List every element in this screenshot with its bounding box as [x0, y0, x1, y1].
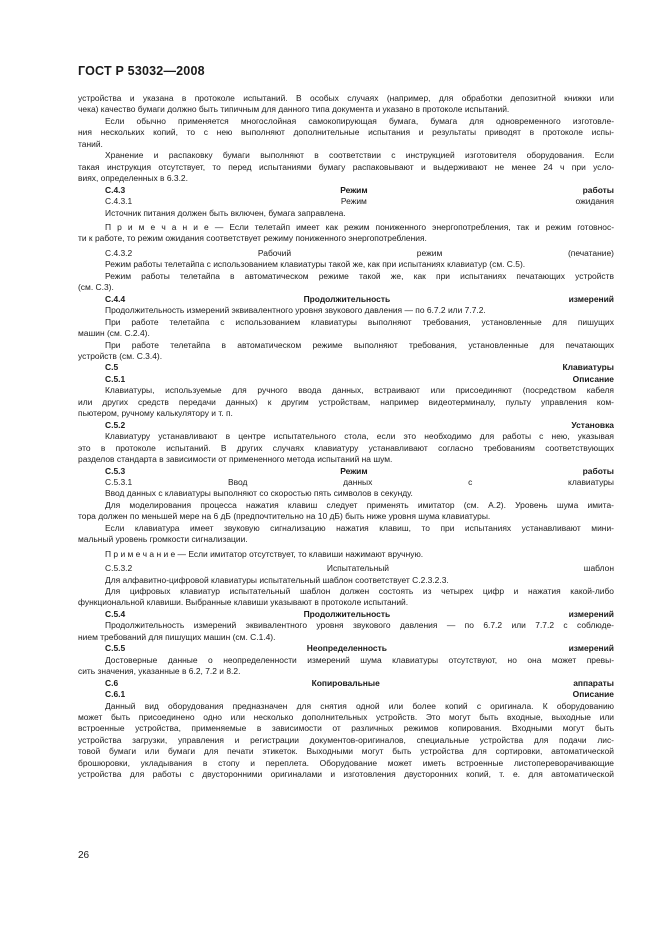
text-line: машин (см. C.2.4).: [78, 328, 150, 339]
text-line: мальный уровень громкости сигнализации.: [78, 534, 248, 545]
text-line: разделов стандарта в зависимости от примененного метода испытаний на шум.: [78, 454, 393, 465]
text-line: функциональной клавиши. Выбранные клавиши указывают в протоколе испытаний.: [78, 597, 409, 608]
text-line: Режим работы телетайпа в автоматическом режиме такой же, как при испытаниях печатающих устройств: [105, 270, 614, 281]
text-line: Продолжительность измерений эквивалентного уровня звукового давления — по 6.7.2 или 7.7.2.: [105, 305, 486, 316]
text-line: C.5 Клавиатуры: [105, 362, 614, 373]
text-line: C.4.3.1 Режим ожидания: [105, 196, 614, 207]
text-line: C.5.3.1 Ввод данных с клавиатуры: [105, 476, 614, 487]
document-header: ГОСТ Р 53032—2008: [78, 64, 205, 78]
text-line: устройства для работы с двусторонними оригиналами и изготовления двусторонних копий, т. е. для автоматической: [78, 769, 614, 780]
text-line: Клавиатуры, используемые для ручного ввода данных, встраивают или присоединяют (посредством кабеля: [105, 385, 614, 396]
text-line: Если обычно применяется многослойная самокопирующая бумага, бумага для одновременного изготовле-: [105, 115, 614, 126]
text-line: C.5.3 Режим работы: [105, 465, 614, 476]
text-line: C.5.4 Продолжительность измерений: [105, 608, 614, 619]
text-line: C.5.1 Описание: [105, 373, 614, 384]
text-line: C.5.3.2 Испытательный шаблон: [105, 563, 614, 574]
text-line: сить значения, указанные в 6.2, 7.2 и 8.2.: [78, 666, 241, 677]
text-line: Для моделирования процесса нажатия клавиш следует применять имитатор (см. A.2). Уровень шума имита-: [105, 499, 614, 510]
text-line: такая инструкция отсутствует, то перед испытаниями бумагу распаковывают и выдерживают не менее 24 ч при усло-: [78, 161, 614, 172]
text-line: Клавиатуру устанавливают в центре испытательного стола, если это необходимо для работы с нею, указывая: [105, 431, 614, 442]
text-line: (см. C.3).: [78, 282, 114, 293]
text-line: Если клавиатура имеет звуковую сигнализацию нажатия клавиш, то при испытаниях устанавливают мини-: [105, 522, 614, 533]
text-line: чека) качество бумаги должно быть типичным для данного типа документа и указано в протоколе испытаний.: [78, 104, 510, 115]
text-line: виях, определенных в 6.3.2.: [78, 173, 188, 184]
text-line: Достоверные данные о неопределенности измерений шума клавиатуры отсутствуют, но она может превы-: [105, 654, 614, 665]
text-line: тора должен по меньшей мере на 6 дБ (предпочтительно на 10 дБ) быть ниже уровня шума клавиатуры.: [78, 511, 491, 522]
text-line: это в протоколе испытаний. В других случаях клавиатуру устанавливают согласно требованиям соответствующих: [78, 442, 614, 453]
text-line: может быть присоединено одно или несколько дополнительных устройств. Это могут быть входные, выходные или: [78, 712, 614, 723]
text-line: Для цифровых клавиатур испытательный шаблон должен состоять из четырех цифр и нажатия какой-либо: [105, 586, 614, 597]
text-line: Данный вид оборудования предназначен для снятия одной или более копий с оригинала. К оборудованию: [105, 700, 614, 711]
document-body: [78, 93, 614, 781]
text-line: C.6.1 Описание: [105, 689, 614, 700]
text-line: C.4.3 Режим работы: [105, 184, 614, 195]
text-line: устройства и указана в протоколе испытаний. В особых случаях (например, для обработки депозитной книжки или: [78, 93, 614, 103]
text-line: При работе телетайпа с использованием клавиатуры выполняют требования, установленные для пишущих: [105, 316, 614, 327]
text-line: нием требований для пишущих машин (см. C.1.4).: [78, 631, 276, 642]
text-line: П р и м е ч а н и е — Если имитатор отсутствует, то клавиши нажимают вручную.: [105, 548, 424, 559]
text-line: C.5.5 Неопределенность измерений: [105, 643, 614, 654]
text-line: C.4.4 Продолжительность измерений: [105, 293, 614, 304]
text-line: ти к работе, то режим ожидания соответствует режиму пониженного энергопотребления.: [78, 233, 427, 244]
text-line: Для алфавитно-цифровой клавиатуры испытательный шаблон соответствует C.2.3.2.3.: [105, 574, 449, 585]
text-line: C.4.3.2 Рабочий режим (печатание): [105, 247, 614, 258]
text-line: таний.: [78, 138, 103, 149]
text-line: Хранение и распаковку бумаги выполняют в соответствии с инструкцией изготовителя оборудования. Если: [105, 150, 614, 161]
text-line: П р и м е ч а н и е — Если телетайп имеет как режим пониженного энергопотребления, так и режим готовнос-: [105, 221, 614, 232]
text-line: брошюровки, укладывания в стопу и переплета. Оборудование может иметь встроенные листопереворачивающие: [78, 757, 614, 768]
text-line: Продолжительность измерений эквивалентного уровня звукового давления — по 6.7.2 или 7.7.2 с соблюде-: [105, 620, 614, 631]
text-line: При работе телетайпа в автоматическом режиме выполняют требования, установленные для печатающих: [105, 339, 614, 350]
text-line: устройств (см. C.3.4).: [78, 350, 163, 361]
text-line: C.6 Копировальные аппараты: [105, 677, 614, 688]
text-line: товой бумаги или бумаги для печати этикеток. Выходными могут быть устройства для сортировки, автоматической: [78, 746, 614, 757]
text-line: пьютером, ручному калькулятору и т. п.: [78, 408, 233, 419]
text-line: Ввод данных с клавиатуры выполняют со скоростью пять символов в секунду.: [105, 488, 413, 499]
text-line: Источник питания должен быть включен, бумага заправлена.: [105, 207, 346, 218]
page-number: 26: [78, 850, 90, 861]
text-line: Режим работы телетайпа с использованием клавиатуры такой же, как при испытаниях клавиатур (см. C.5).: [105, 259, 526, 270]
text-line: встроенные устройства, применяемые в зависимости от различных режимов копирования. Входными могут быть: [78, 723, 614, 734]
text-line: устройства загрузки, управления и регистрации документов-оригиналов, специальные устройства для подачи лис-: [78, 734, 614, 745]
text-line: C.5.2 Установка: [105, 419, 614, 430]
text-line: ния нескольких копий, то с нею выполняют дополнительные испытания и результаты приводят в протоколе испы-: [78, 127, 614, 138]
text-line: или других средств передачи данных) к другим устройствам, например видеотерминалу, пульту управления ком-: [78, 396, 614, 407]
